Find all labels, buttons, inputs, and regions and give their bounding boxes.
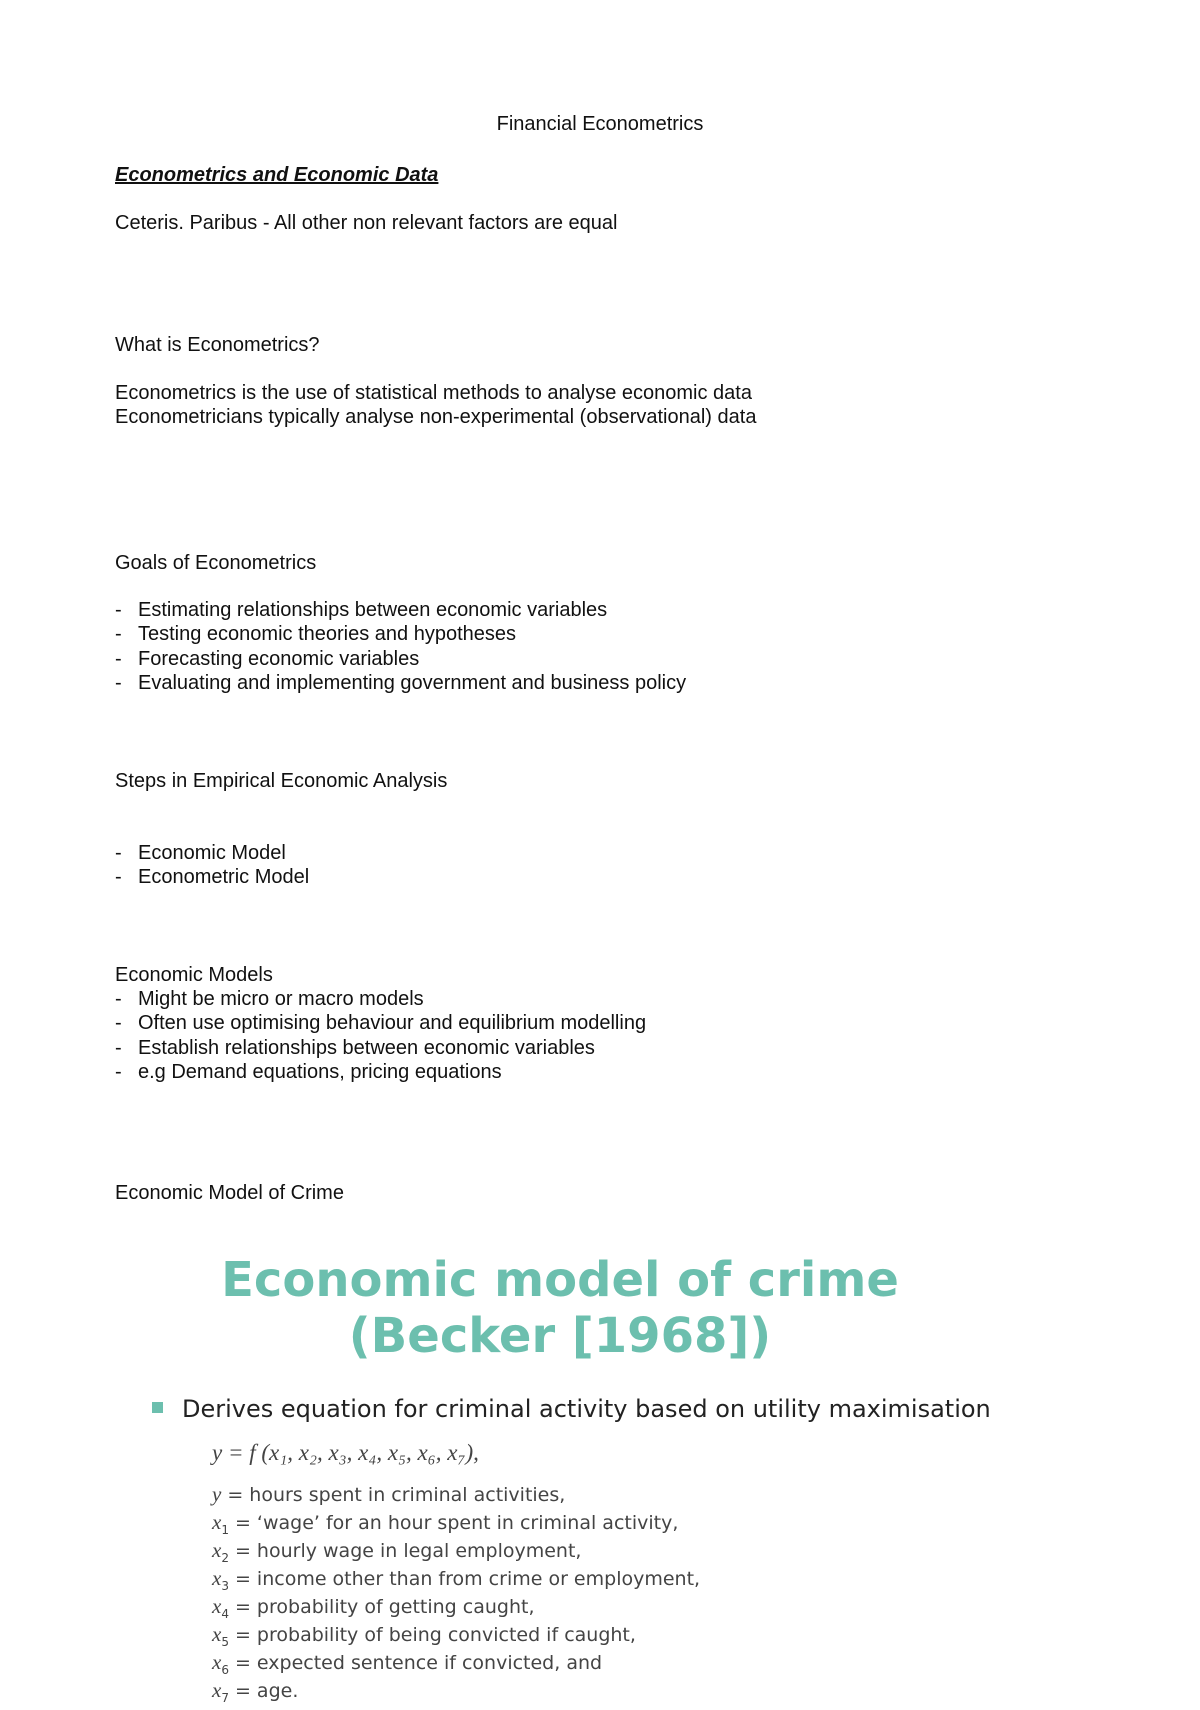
definition-line: Econometricians typically analyse non-experimental (observational) data xyxy=(115,406,757,428)
variable-definition: y = hours spent in criminal activities, xyxy=(212,1482,566,1506)
crime-equation: y = f (x₁, x₂, x₃, x₄, x₅, x₆, x₇), xyxy=(212,1440,479,1465)
list-item: - Estimating relationships between economic variables xyxy=(115,599,608,621)
variable-definition: $x_1$ = ‘wage’ for an hour spent in criminal activity, xyxy=(212,1510,679,1537)
variable-definition: $x_3$ = income other than from crime or employment, xyxy=(212,1566,701,1593)
slide-title-line: Economic model of crime xyxy=(221,1252,899,1308)
list-item: - Economic Model xyxy=(115,842,286,864)
crime-model-heading: Economic Model of Crime xyxy=(115,1182,344,1204)
dash-bullet-icon: - xyxy=(115,1061,122,1084)
dash-bullet-icon: - xyxy=(115,647,122,670)
economic-models-heading: Economic Models xyxy=(115,964,273,986)
list-item: - Testing economic theories and hypotheses xyxy=(115,623,517,646)
dash-bullet-icon: - xyxy=(115,842,122,864)
document-title: Financial Econometrics xyxy=(496,113,704,135)
goals-list xyxy=(115,598,686,696)
list-item: - Forecasting economic variables xyxy=(115,647,420,670)
dash-bullet-icon: - xyxy=(115,672,122,695)
list-item: - Might be micro or macro models xyxy=(115,988,424,1010)
dash-bullet-icon: - xyxy=(115,988,122,1010)
dash-bullet-icon: - xyxy=(115,866,122,889)
what-is-econometrics-heading: What is Econometrics? xyxy=(115,334,320,356)
dash-bullet-icon: - xyxy=(115,1012,122,1035)
dash-bullet-icon: - xyxy=(115,1036,122,1059)
section-heading: Econometrics and Economic Data xyxy=(115,164,439,186)
list-item: - Often use optimising behaviour and equilibrium modelling xyxy=(115,1012,647,1035)
variable-definition: $x_5$ = probability of being convicted if caught, xyxy=(212,1622,636,1649)
definition-line: Econometrics is the use of statistical methods to analyse economic data xyxy=(115,382,752,404)
list-item: - Econometric Model xyxy=(115,866,310,889)
slide-title-line: (Becker [1968]) xyxy=(348,1308,772,1364)
variable-definition: $x_4$ = probability of getting caught, xyxy=(212,1594,535,1621)
variable-definition: $x_6$ = expected sentence if convicted, and xyxy=(212,1650,603,1677)
variable-definition: $x_7$ = age. xyxy=(212,1678,299,1705)
ceteris-paribus-line: Ceteris. Paribus - All other non relevant factors are equal xyxy=(115,212,618,234)
dash-bullet-icon: - xyxy=(115,623,122,646)
variable-definition: $x_2$ = hourly wage in legal employment, xyxy=(212,1538,582,1565)
square-bullet-icon xyxy=(152,1402,163,1413)
list-item: - Establish relationships between economic variables xyxy=(115,1036,595,1059)
goals-heading: Goals of Econometrics xyxy=(115,552,317,574)
slide-bullet-text: Derives equation for criminal activity based on utility maximisation xyxy=(182,1395,991,1423)
crime-model-slide-figure xyxy=(140,1230,1020,1705)
list-item: - e.g Demand equations, pricing equations xyxy=(115,1061,502,1084)
economic-models-list xyxy=(115,987,646,1085)
steps-heading: Steps in Empirical Economic Analysis xyxy=(115,770,448,792)
dash-bullet-icon: - xyxy=(115,599,122,621)
steps-list xyxy=(115,841,309,890)
list-item: - Evaluating and implementing government and business policy xyxy=(115,672,687,695)
